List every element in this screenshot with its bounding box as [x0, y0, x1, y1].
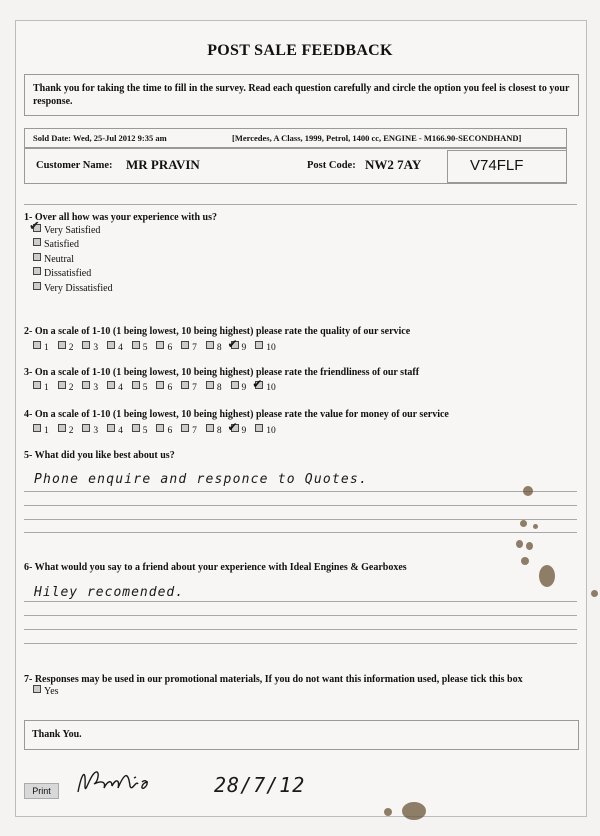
q2-scale	[33, 337, 280, 353]
q6-answer: Hiley recomended.	[34, 585, 185, 600]
stain	[402, 802, 426, 820]
q1-option-very-dissatisfied[interactable]: Very Dissatisfied	[33, 282, 113, 296]
checkmark-icon: ✔	[252, 377, 263, 391]
stain	[539, 565, 555, 587]
stain	[384, 808, 392, 816]
checkbox-icon[interactable]	[33, 282, 41, 290]
checkbox-icon[interactable]	[82, 381, 90, 389]
q2-option-8[interactable]: 8	[206, 341, 231, 353]
question-7: 7- Responses may be used in our promotional materials, If you do not want this information used, please tick this box	[24, 674, 523, 685]
stain	[526, 542, 533, 550]
checkbox-icon[interactable]	[231, 381, 239, 389]
q2-option-7[interactable]: 7	[181, 341, 206, 353]
q3-option-5[interactable]: 5	[132, 381, 157, 393]
stain	[520, 520, 527, 527]
thank-you-text: Thank You.	[32, 729, 82, 740]
q3-option-4[interactable]: 4	[107, 381, 132, 393]
checkbox-icon[interactable]	[33, 424, 41, 432]
thanks-box	[24, 720, 579, 750]
form-title: POST SALE FEEDBACK	[207, 42, 393, 59]
q4-option-3[interactable]: 3	[82, 424, 107, 436]
vehicle-details: [Mercedes, A Class, 1999, Petrol, 1400 cc, ENGINE - M166.90-SECONDHAND]	[232, 133, 522, 143]
stain	[591, 590, 598, 597]
checkbox-icon[interactable]	[132, 424, 140, 432]
checkbox-icon[interactable]	[255, 424, 263, 432]
answer-line	[24, 532, 577, 533]
q4-option-7[interactable]: 7	[181, 424, 206, 436]
checkbox-icon[interactable]	[33, 238, 41, 246]
stain	[521, 557, 529, 565]
checkbox-icon[interactable]	[107, 341, 115, 349]
q3-option-1[interactable]: 1	[33, 381, 58, 393]
q4-option-1[interactable]: 1	[33, 424, 58, 436]
q3-option-2[interactable]: 2	[58, 381, 83, 393]
checkbox-icon[interactable]	[33, 253, 41, 261]
q4-option-10[interactable]: 10	[255, 424, 280, 436]
q3-option-9[interactable]: 9	[231, 381, 256, 393]
checkmark-icon: ✔	[227, 337, 238, 351]
checkbox-icon[interactable]	[206, 381, 214, 389]
q3-option-10[interactable]: ✔ 10	[252, 377, 276, 393]
checkbox-icon[interactable]	[181, 424, 189, 432]
print-button[interactable]: Print	[24, 783, 59, 799]
checkbox-icon[interactable]	[156, 381, 164, 389]
q3-option-8[interactable]: 8	[206, 381, 231, 393]
checkbox-icon[interactable]	[58, 341, 66, 349]
q1-option-dissatisfied[interactable]: Dissatisfied	[33, 267, 113, 281]
stain	[516, 540, 523, 548]
checkbox-icon[interactable]	[82, 341, 90, 349]
checkbox-icon[interactable]	[107, 424, 115, 432]
q1-options	[29, 219, 113, 296]
answer-line	[24, 519, 577, 520]
q2-option-1[interactable]: 1	[33, 341, 58, 353]
q1-option-satisfied[interactable]: Satisfied	[33, 238, 113, 252]
q2-option-9[interactable]: ✔ 9	[227, 337, 247, 353]
question-3: 3- On a scale of 1-10 (1 being lowest, 10 being highest) please rate the friendliness of our staff	[24, 367, 420, 378]
q4-option-6[interactable]: 6	[156, 424, 181, 436]
q3-option-3[interactable]: 3	[82, 381, 107, 393]
q4-option-9[interactable]: ✔ 9	[227, 420, 247, 436]
q4-scale	[33, 420, 280, 436]
stain	[523, 486, 533, 496]
checkmark-icon: ✔	[29, 219, 40, 234]
checkbox-icon[interactable]	[33, 341, 41, 349]
q2-option-2[interactable]: 2	[58, 341, 83, 353]
q5-answer: Phone enquire and responce to Quotes.	[34, 472, 368, 487]
sold-date: Sold Date: Wed, 25-Jul 2012 9:35 am	[33, 133, 167, 143]
checkbox-icon[interactable]	[33, 685, 41, 693]
question-5: 5- What did you like best about us?	[24, 450, 175, 461]
customer-name-label: Customer Name:	[36, 160, 113, 171]
intro-text: Thank you for taking the time to fill in the survey. Read each question carefully and circle the option you feel is closest to your response.	[33, 83, 570, 107]
checkbox-icon[interactable]	[181, 381, 189, 389]
q1-option-neutral[interactable]: Neutral	[33, 253, 113, 267]
q3-option-7[interactable]: 7	[181, 381, 206, 393]
q2-option-6[interactable]: 6	[156, 341, 181, 353]
checkbox-icon[interactable]	[206, 424, 214, 432]
answer-line	[24, 629, 577, 630]
registration-value: V74FLF	[470, 157, 524, 174]
q7-option-yes[interactable]: Yes	[33, 685, 59, 699]
checkmark-icon: ✔	[227, 420, 238, 434]
q2-option-10[interactable]: 10	[255, 341, 280, 353]
question-2: 2- On a scale of 1-10 (1 being lowest, 10 being highest) please rate the quality of our service	[24, 326, 411, 337]
checkbox-icon[interactable]	[255, 341, 263, 349]
signature-date: 28/7/12	[214, 773, 306, 797]
q2-option-3[interactable]: 3	[82, 341, 107, 353]
postcode-value: NW2 7AY	[365, 157, 422, 172]
checkbox-icon[interactable]	[33, 267, 41, 275]
checkbox-icon[interactable]	[132, 381, 140, 389]
checkbox-icon[interactable]	[58, 381, 66, 389]
checkbox-icon[interactable]	[107, 381, 115, 389]
answer-line	[24, 643, 577, 644]
q4-option-4[interactable]: 4	[107, 424, 132, 436]
q2-option-5[interactable]: 5	[132, 341, 157, 353]
checkbox-icon[interactable]	[82, 424, 90, 432]
q4-option-8[interactable]: 8	[206, 424, 231, 436]
checkbox-icon[interactable]	[58, 424, 66, 432]
q2-option-4[interactable]: 4	[107, 341, 132, 353]
answer-line	[24, 491, 577, 492]
q3-scale	[33, 377, 280, 393]
q4-option-5[interactable]: 5	[132, 424, 157, 436]
question-4: 4- On a scale of 1-10 (1 being lowest, 10 being highest) please rate the value for money of our service	[24, 409, 449, 420]
stain	[533, 524, 538, 529]
question-1: 1- Over all how was your experience with us?	[24, 212, 217, 223]
customer-name-value: MR PRAVIN	[126, 157, 200, 172]
divider	[24, 204, 577, 205]
checkbox-icon[interactable]	[33, 381, 41, 389]
q7-options	[33, 685, 59, 699]
q4-option-2[interactable]: 2	[58, 424, 83, 436]
signature	[72, 762, 167, 802]
postcode-label: Post Code:	[307, 160, 356, 171]
checkbox-icon[interactable]	[156, 424, 164, 432]
checkbox-icon[interactable]	[132, 341, 140, 349]
q3-option-6[interactable]: 6	[156, 381, 181, 393]
answer-line	[24, 505, 577, 506]
answer-line	[24, 615, 577, 616]
question-6: 6- What would you say to a friend about your experience with Ideal Engines & Gearboxes	[24, 562, 407, 573]
checkbox-icon[interactable]	[156, 341, 164, 349]
checkbox-icon[interactable]	[206, 341, 214, 349]
q1-option-very-satisfied[interactable]: ✔ Very Satisfied	[29, 219, 101, 236]
answer-line	[24, 601, 577, 602]
checkbox-icon[interactable]	[181, 341, 189, 349]
